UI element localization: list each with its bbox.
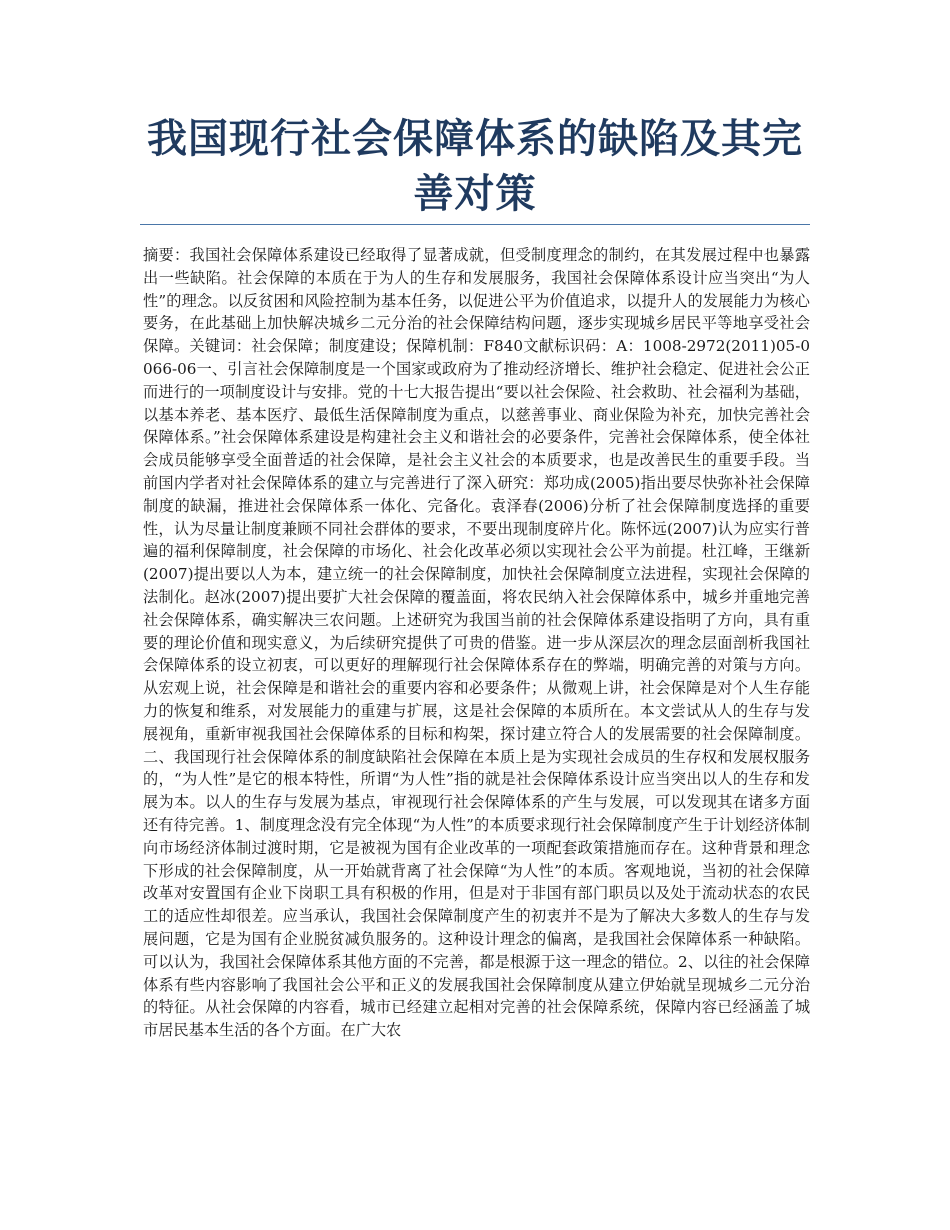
title-divider [140, 224, 810, 225]
document-body: 摘要：我国社会保障体系建设已经取得了显著成就，但受制度理念的制约，在其发展过程中也暴露出一些缺陷。社会保障的本质在于为人的生存和发展服务，我国社会保障体系设计应当突出“为人性”的理念。以反贫困和风险控制为基本任务，以促进公平为价值追求，以提升人的发展能力为核心要务，在此基础上加快解决城乡二元分治的社会保障结构问题，逐步实现城乡居民平等地享受社会保障。关键词：社会保障；制度建设；保障机制：F840文献标识码：A：1008-2972(2011)05-0066-06一、引言社会保障制度是一个国家或政府为了推动经济增长、维护社会稳定、促进社会公正而进行的一项制度设计与安排。党的十七大报告提出“要以社会保险、社会救助、社会福利为基础，以基本养老、基本医疗、最低生活保障制度为重点，以慈善事业、商业保险为补充，加快完善社会保障体系。”社会保障体系建设是构建社会主义和谐社会的必要条件，完善社会保障体系，使全体社会成员能够享受全面普适的社会保障，是社会主义社会的本质要求，也是改善民生的重要手段。当前国内学者对社会保障体系的建立与完善进行了深入研究：郑功成(2005)指出要尽快弥补社会保障制度的缺漏，推进社会保障体系一体化、完备化。袁泽春(2006)分析了社会保障制度选择的重要性，认为尽量让制度兼顾不同社会群体的要求，不要出现制度碎片化。陈怀远(2007)认为应实行普遍的福利保障制度，社会保障的市场化、社会化改革必须以实现社会公平为前提。杜江峰，王继新(2007)提出要以人为本，建立统一的社会保障制度，加快社会保障制度立法进程，实现社会保障的法制化。赵冰(2007)提出要扩大社会保障的覆盖面，将农民纳入社会保障体系中，城乡并重地完善社会保障体系，确实解决三农问题。上述研究为我国当前的社会保障体系建设指明了方向，具有重要的理论价值和现实意义，为后续研究提供了可贵的借鉴。进一步从深层次的理念层面剖析我国社会保障体系的设立初衷，可以更好的理解现行社会保障体系存在的弊端，明确完善的对策与方向。从宏观上说，社会保障是和谐社会的重要内容和必要条件；从微观上讲，社会保障是对个人生存能力的恢复和维系，对发展能力的重建与扩展，这是社会保障的本质所在。本文尝试从人的生存与发展视角，重新审视我国社会保障体系的目标和构架，探讨建立符合人的发展需要的社会保障制度。二、我国现行社会保障体系的制度缺陷社会保障在本质上是为实现社会成员的生存权和发展权服务的，“为人性”是它的根本特性，所谓“为人性”指的就是社会保障体系设计应当突出以人的生存和发展为本。以人的生存与发展为基点，审视现行社会保障体系的产生与发展，可以发现其在诸多方面还有待完善。1、制度理念没有完全体现“为人性”的本质要求现行社会保障制度产生于计划经济体制向市场经济体制过渡时期，它是被视为国有企业改革的一项配套政策措施而存在。这种背景和理念下形成的社会保障制度，从一开始就背离了社会保障“为人性”的本质。客观地说，当初的社会保障改革对安置国有企业下岗职工具有积极的作用，但是对于非国有部门职员以及处于流动状态的农民工的适应性却很差。应当承认，我国社会保障制度产生的初衷并不是为了解决大多数人的生存与发展问题，它是为国有企业脱贫减负服务的。这种设计理念的偏离，是我国社会保障体系一种缺陷。可以认为，我国社会保障体系其他方面的不完善，都是根源于这一理念的错位。2、以往的社会保障体系有些内容影响了我国社会公平和正义的发展我国社会保障制度从建立伊始就呈现城乡二元分治的特征。从社会保障的内容看，城市已经建立起相对完善的社会保障系统，保障内容已经涵盖了城市居民基本生活的各个方面。在广大农 [143, 246, 810, 1040]
document-title: 我国现行社会保障体系的缺陷及其完善对策 [147, 116, 803, 217]
